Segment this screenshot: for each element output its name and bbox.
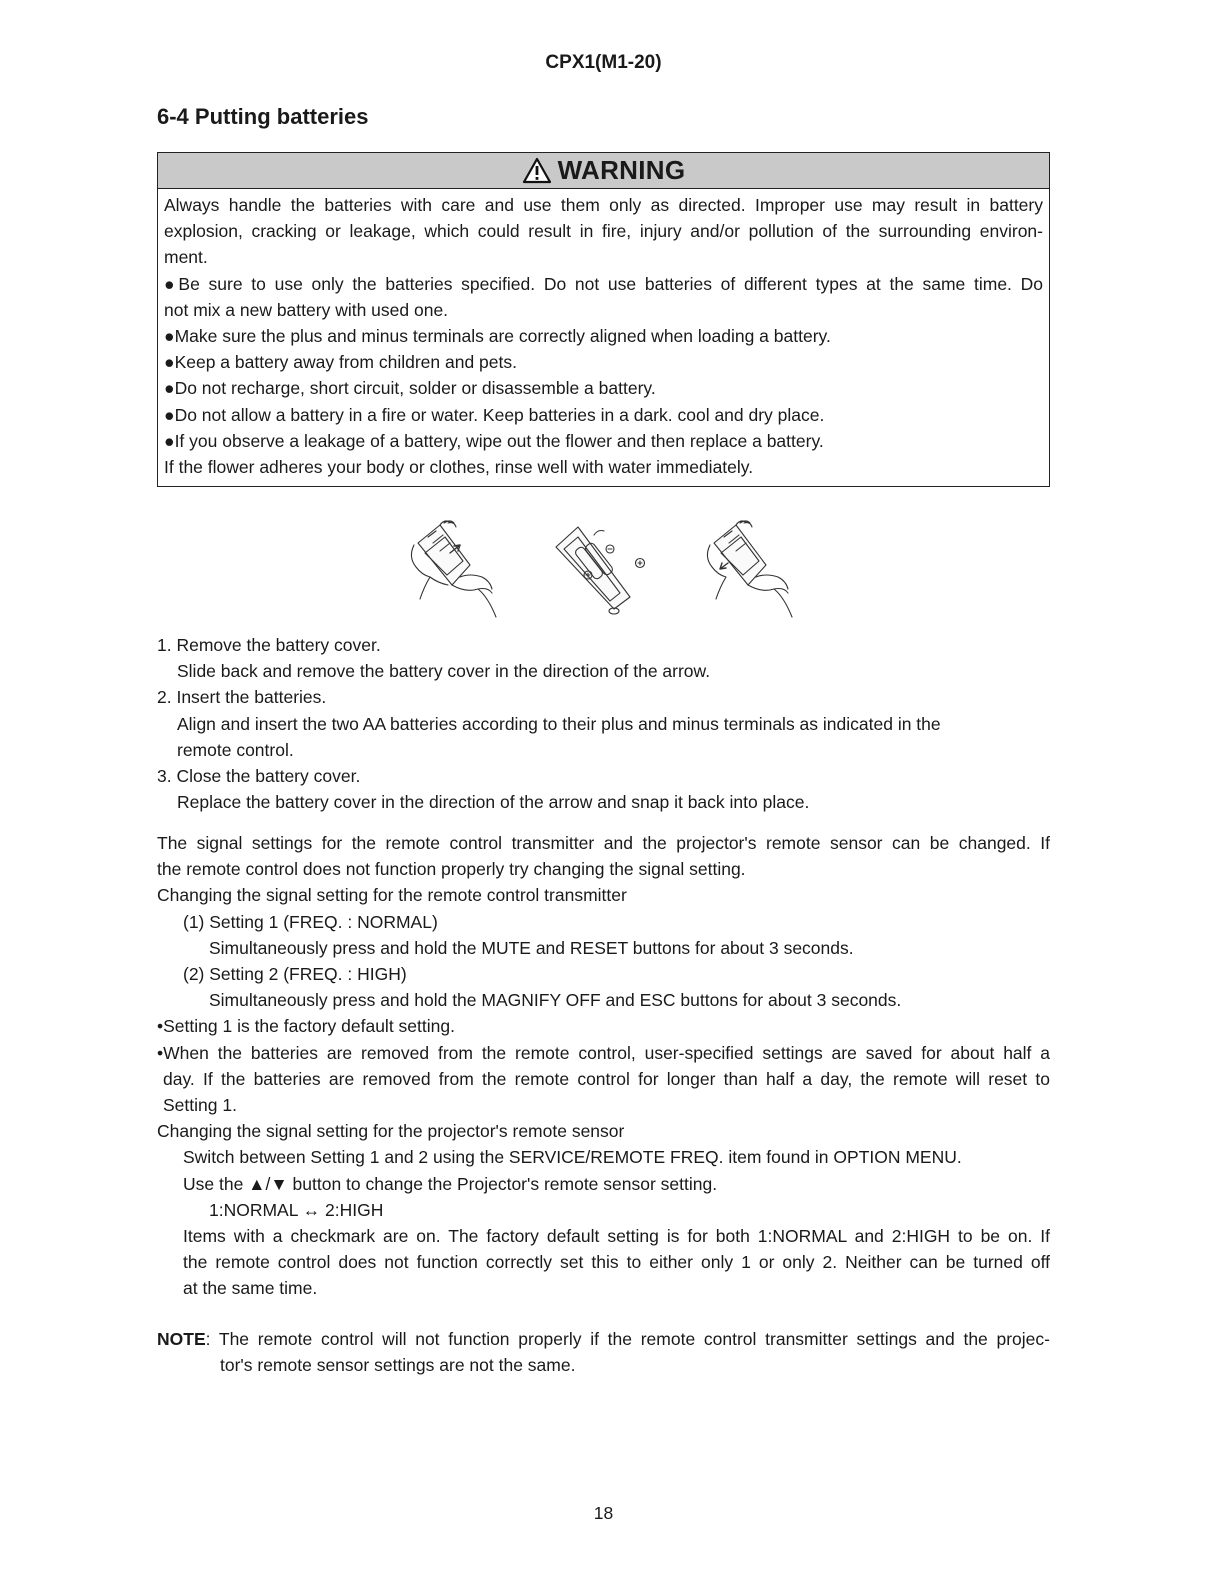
sensor-instruction: Use the ▲/▼ button to change the Projector's remote sensor setting. xyxy=(183,1173,718,1194)
step-detail: Align and insert the two AA batteries according to their plus and minus terminals as indicated in the xyxy=(177,713,941,734)
checkmark-note: at the same time. xyxy=(183,1278,318,1299)
warning-bullet: ●Do not allow a battery in a fire or water. Keep batteries in a dark. cool and dry place. xyxy=(164,404,825,425)
checkmark-note: Items with a checkmark are on. The factory default setting is for both 1:NORMAL and 2:HIGH to be on. If xyxy=(183,1226,1050,1247)
close-cover-illustration xyxy=(698,515,818,620)
sensor-options: 1:NORMAL ↔ 2:HIGH xyxy=(209,1199,384,1220)
warning-bullet-cont: not mix a new battery with used one. xyxy=(164,299,449,320)
warning-bullet: ●Do not recharge, short circuit, solder or disassemble a battery. xyxy=(164,378,656,399)
insert-batteries-illustration xyxy=(548,515,668,620)
signal-intro-line: The signal settings for the remote control transmitter and the projector's remote sensor can be changed. If xyxy=(157,833,1050,853)
warning-intro-line: Always handle the batteries with care and use them only as directed. Improper use may result in battery xyxy=(164,195,1043,215)
battery-removal-note: day. If the batteries are removed from the remote control for longer than half a day, the remote will reset to xyxy=(163,1068,1050,1089)
note-text-cont: tor's remote sensor settings are not the same. xyxy=(220,1355,576,1376)
warning-header xyxy=(158,153,1049,189)
page-number: 18 xyxy=(593,1503,614,1523)
note-label: NOTE xyxy=(157,1329,206,1349)
step-title: 1. Remove the battery cover. xyxy=(157,635,381,655)
sensor-instruction: Switch between Setting 1 and 2 using the SERVICE/REMOTE FREQ. item found in OPTION MENU. xyxy=(183,1147,962,1168)
warning-bullet: ●If you observe a leakage of a battery, wipe out the flower and then replace a battery. xyxy=(164,430,824,451)
default-setting-note: •Setting 1 is the factory default setting. xyxy=(157,1016,455,1037)
step-detail: remote control. xyxy=(177,739,294,760)
warning-triangle-icon xyxy=(522,157,552,184)
warning-bullet: ●Be sure to use only the batteries specified. Do not use batteries of different types at the same time. Do xyxy=(164,273,1043,294)
note-block xyxy=(157,1326,1050,1378)
sensor-heading: Changing the signal setting for the projector's remote sensor xyxy=(157,1121,625,1142)
transmitter-heading: Changing the signal setting for the remote control transmitter xyxy=(157,885,627,906)
warning-body xyxy=(158,189,1049,480)
warning-bullet: ●Keep a battery away from children and pets. xyxy=(164,352,517,373)
setting1-detail: Simultaneously press and hold the MUTE and RESET buttons for about 3 seconds. xyxy=(209,937,854,958)
setting2-detail: Simultaneously press and hold the MAGNIFY OFF and ESC buttons for about 3 seconds. xyxy=(209,990,902,1011)
battery-removal-note: Setting 1. xyxy=(163,1095,237,1116)
signal-settings-section xyxy=(157,830,1050,1302)
warning-intro-line: explosion, cracking or leakage, which could result in fire, injury and/or pollution of the surrounding environ- xyxy=(164,221,1043,242)
warning-box xyxy=(157,152,1050,487)
checkmark-note: the remote control does not function correctly set this to either only 1 or only 2. Neither can be turned off xyxy=(183,1252,1050,1273)
warning-title: WARNING xyxy=(557,155,686,185)
note-text: : The remote control will not function properly if the remote control transmitter settings and the projec- xyxy=(205,1329,1050,1349)
setting2-title: (2) Setting 2 (FREQ. : HIGH) xyxy=(183,964,407,985)
battery-steps xyxy=(157,632,941,815)
signal-intro-line: the remote control does not function properly try changing the signal setting. xyxy=(157,859,746,880)
step-detail: Slide back and remove the battery cover in the direction of the arrow. xyxy=(177,661,711,682)
battery-removal-note: •When the batteries are removed from the remote control, user-specified settings are saved for about half a xyxy=(157,1042,1050,1063)
step-detail: Replace the battery cover in the direction of the arrow and snap it back into place. xyxy=(177,792,810,813)
remove-cover-illustration xyxy=(400,515,520,620)
document-header-code: CPX1(M1-20) xyxy=(545,52,662,73)
setting1-title: (1) Setting 1 (FREQ. : NORMAL) xyxy=(183,911,438,932)
warning-intro-line: ment. xyxy=(164,247,208,268)
step-title: 2. Insert the batteries. xyxy=(157,687,327,708)
warning-final-line: If the flower adheres your body or clothes, rinse well with water immediately. xyxy=(164,457,754,478)
section-title: 6-4 Putting batteries xyxy=(157,104,369,129)
step-title: 3. Close the battery cover. xyxy=(157,766,361,787)
warning-bullet: ●Make sure the plus and minus terminals are correctly aligned when loading a battery. xyxy=(164,326,831,347)
